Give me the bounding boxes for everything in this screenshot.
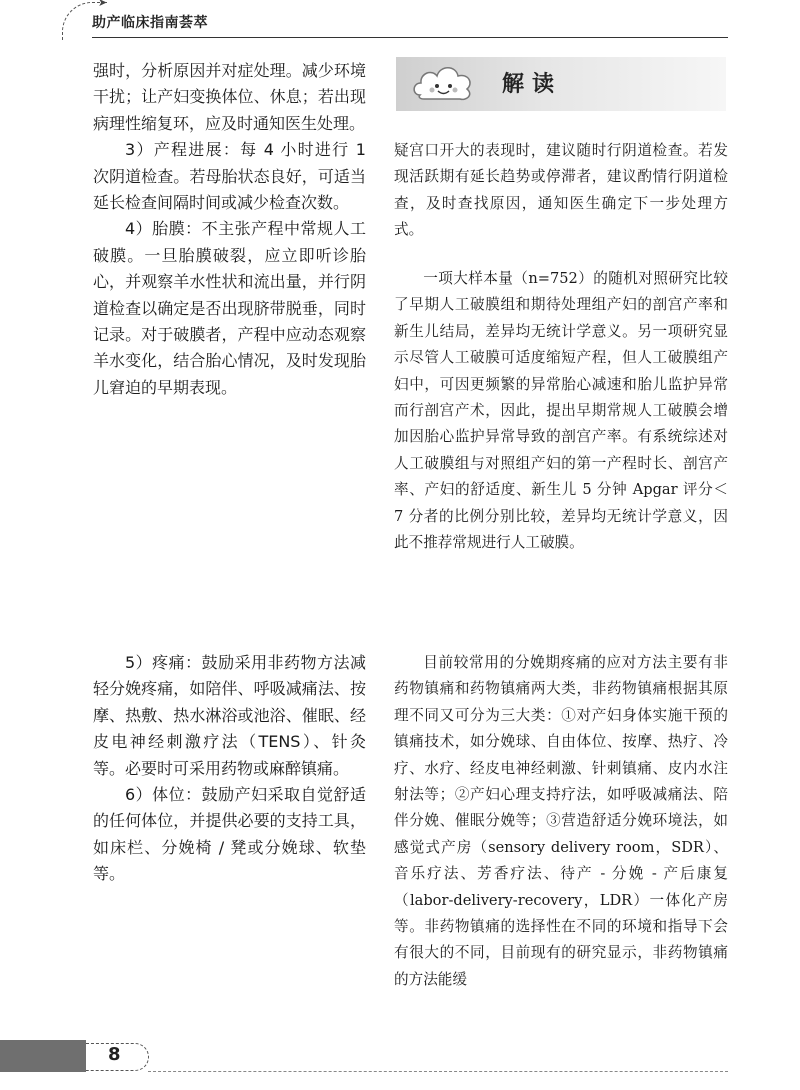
- left-column-top: [93, 58, 366, 401]
- running-header: 助产临床指南荟萃: [92, 15, 208, 31]
- paragraph: 目前较常用的分娩期疼痛的应对方法主要有非药物镇痛和药物镇痛两大类，非药物镇痛根据其原理不同又可分为三大类：①对产妇身体实施干预的镇痛技术，如分娩球、自由体位、按摩、热疗、冷疗、水疗、经皮电神经刺激、针刺镇痛、皮内水注射法等；②产妇心理支持疗法，如呼吸减痛法、陪伴分娩、催眠分娩等；③营造舒适分娩环境法，如感觉式产房（sensory delivery room，SDR）、音乐疗法、芳香疗法、待产 - 分娩 - 产后康复（labor-delivery-recovery，LDR）一体化产房等。非药物镇痛的选择性在不同的环境和指导下会有很大的不同，目前现有的研究显示，非药物镇痛的方法能缓: [394, 654, 728, 988]
- right-column-top: [394, 138, 728, 244]
- page-number: 8: [108, 1044, 121, 1065]
- footer-bar: [0, 1040, 86, 1072]
- paragraph: 强时，分析原因并对症处理。减少环境干扰；让产妇变换体位、休息；若出现病理性缩复环，应及时通知医生处理。: [93, 61, 366, 133]
- paragraph: 一项大样本量（n=752）的随机对照研究比较了早期人工破膜组和期待处理组产妇的剖宫产率和新生儿结局，差异均无统计学意义。另一项研究显示尽管人工破膜可适度缩短产程，但人工破膜组产妇中，可因更频繁的异常胎心减速和胎儿监护异常而行剖宫产术，因此，提出早期常规人工破膜会增加因胎心监护异常导致的剖宫产率。有系统综述对人工破膜组与对照组产妇的第一产程时长、剖宫产率、产妇的舒适度、新生儿 5 分钟 Apgar 评分＜ 7 分者的比例分别比较，差异均无统计学意义，因此不推荐常规进行人工破膜。: [394, 270, 728, 552]
- footer-rule: [148, 1071, 728, 1072]
- paragraph: 4）胎膜：不主张产程中常规人工破膜。一旦胎膜破裂，应立即听诊胎心，并观察羊水性状和流出量，并行阴道检查以确定是否出现脐带脱垂，同时记录。对于破膜者，产程中应动态观察羊水变化，结合胎心情况，及时发现胎儿窘迫的早期表现。: [93, 219, 366, 397]
- paragraph: 5）疼痛：鼓励采用非药物方法减轻分娩疼痛，如陪伴、呼吸减痛法、按摩、热敷、热水淋浴或池浴、催眠、经皮电神经刺激疗法（TENS）、针灸等。必要时可采用药物或麻醉镇痛。: [93, 653, 366, 778]
- header-rule: [92, 37, 728, 38]
- paragraph: 疑宫口开大的表现时，建议随时行阴道检查。若发现活跃期有延长趋势或停滞者，建议酌情行阴道检查，及时查找原因，通知医生确定下一步处理方式。: [394, 142, 728, 239]
- interpretation-title: 解读: [502, 72, 563, 97]
- right-column-bottom: [394, 650, 728, 993]
- left-column-bottom: [93, 650, 366, 888]
- smiling-cloud-icon: [410, 59, 476, 105]
- paragraph: 3）产程进展：每 4 小时进行 1 次阴道检查。若母胎状态良好，可适当延长检查间隔时间或减少检查次数。: [93, 140, 366, 213]
- arrow-icon: ➤: [98, 0, 108, 9]
- interpretation-banner: [396, 57, 726, 111]
- right-column-middle: [394, 266, 728, 556]
- paragraph: 6）体位：鼓励产妇采取自觉舒适的任何体位，并提供必要的支持工具，如床栏、分娩椅 / 凳或分娩球、软垫等。: [93, 785, 366, 884]
